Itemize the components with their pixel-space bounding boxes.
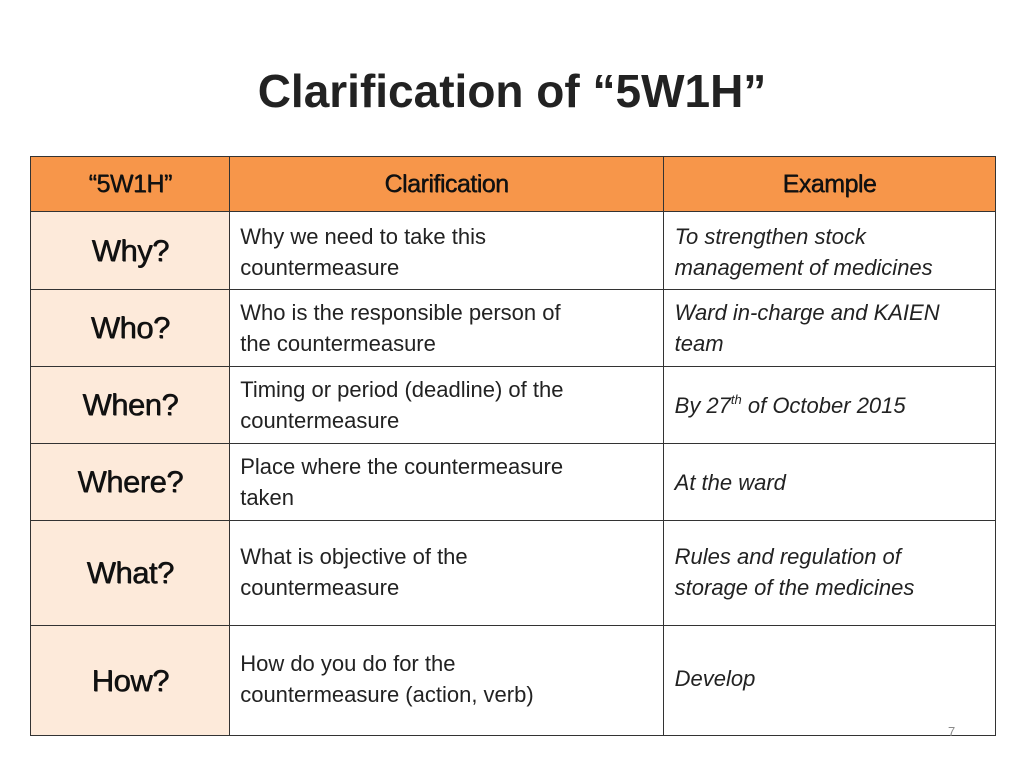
clarification-cell bbox=[230, 290, 663, 367]
example-cell bbox=[663, 290, 995, 367]
example-line: Ward in-charge and KAIEN bbox=[674, 300, 940, 325]
example-cell bbox=[663, 626, 995, 736]
example-text-suffix: of October 2015 bbox=[741, 392, 906, 418]
clarification-cell bbox=[230, 521, 663, 626]
clarification-cell bbox=[230, 212, 663, 290]
clarification-line: Timing or period (deadline) of the bbox=[240, 377, 564, 402]
clarification-line: countermeasure bbox=[240, 255, 400, 280]
example-line: team bbox=[674, 331, 724, 356]
example-text: By 27 bbox=[674, 392, 731, 418]
question-cell: Why? bbox=[31, 212, 230, 290]
example-line: At the ward bbox=[674, 469, 786, 495]
clarification-line: Who is the responsible person of bbox=[240, 300, 561, 325]
clarification-line: Place where the countermeasure bbox=[240, 454, 564, 479]
example-line: Rules and regulation of bbox=[674, 544, 901, 569]
example-line: To strengthen stock bbox=[674, 224, 866, 249]
clarification-line: countermeasure (action, verb) bbox=[240, 682, 534, 707]
example-cell bbox=[663, 521, 995, 626]
clarification-line: Why we need to take this bbox=[240, 224, 486, 249]
clarification-line: the countermeasure bbox=[240, 331, 436, 356]
header-example: Example bbox=[663, 157, 995, 212]
example-line: storage of the medicines bbox=[674, 575, 915, 600]
clarification-line: What is objective of the bbox=[240, 544, 468, 569]
table-row-what bbox=[31, 521, 996, 626]
table-row-when bbox=[31, 367, 996, 444]
table-header-row bbox=[31, 157, 996, 212]
question-cell: What? bbox=[31, 521, 230, 626]
clarification-cell bbox=[230, 444, 663, 521]
clarification-cell bbox=[230, 367, 663, 444]
clarification-line: countermeasure bbox=[240, 575, 400, 600]
example-superscript: th bbox=[730, 391, 742, 407]
example-cell bbox=[663, 444, 995, 521]
example-cell bbox=[663, 212, 995, 290]
question-cell: When? bbox=[31, 367, 230, 444]
example-cell bbox=[663, 367, 995, 444]
question-cell: Who? bbox=[31, 290, 230, 367]
slide-title: Clarification of “5W1H” bbox=[257, 65, 767, 117]
table-row-who bbox=[31, 290, 996, 367]
clarification-line: How do you do for the bbox=[240, 651, 456, 676]
table-row-where bbox=[31, 444, 996, 521]
page-number: 7 bbox=[948, 724, 956, 739]
clarification-cell bbox=[230, 626, 663, 736]
table-row-how bbox=[31, 626, 996, 736]
clarification-line: countermeasure bbox=[240, 408, 400, 433]
example-line: Develop bbox=[674, 666, 756, 691]
header-5w1h: “5W1H” bbox=[31, 157, 230, 212]
clarification-line: taken bbox=[240, 485, 295, 510]
header-clarification: Clarification bbox=[230, 157, 663, 212]
example-line: management of medicines bbox=[674, 255, 933, 280]
question-cell: Where? bbox=[31, 444, 230, 521]
table-row-why bbox=[31, 212, 996, 290]
5w1h-table bbox=[30, 156, 996, 736]
question-cell: How? bbox=[31, 626, 230, 736]
